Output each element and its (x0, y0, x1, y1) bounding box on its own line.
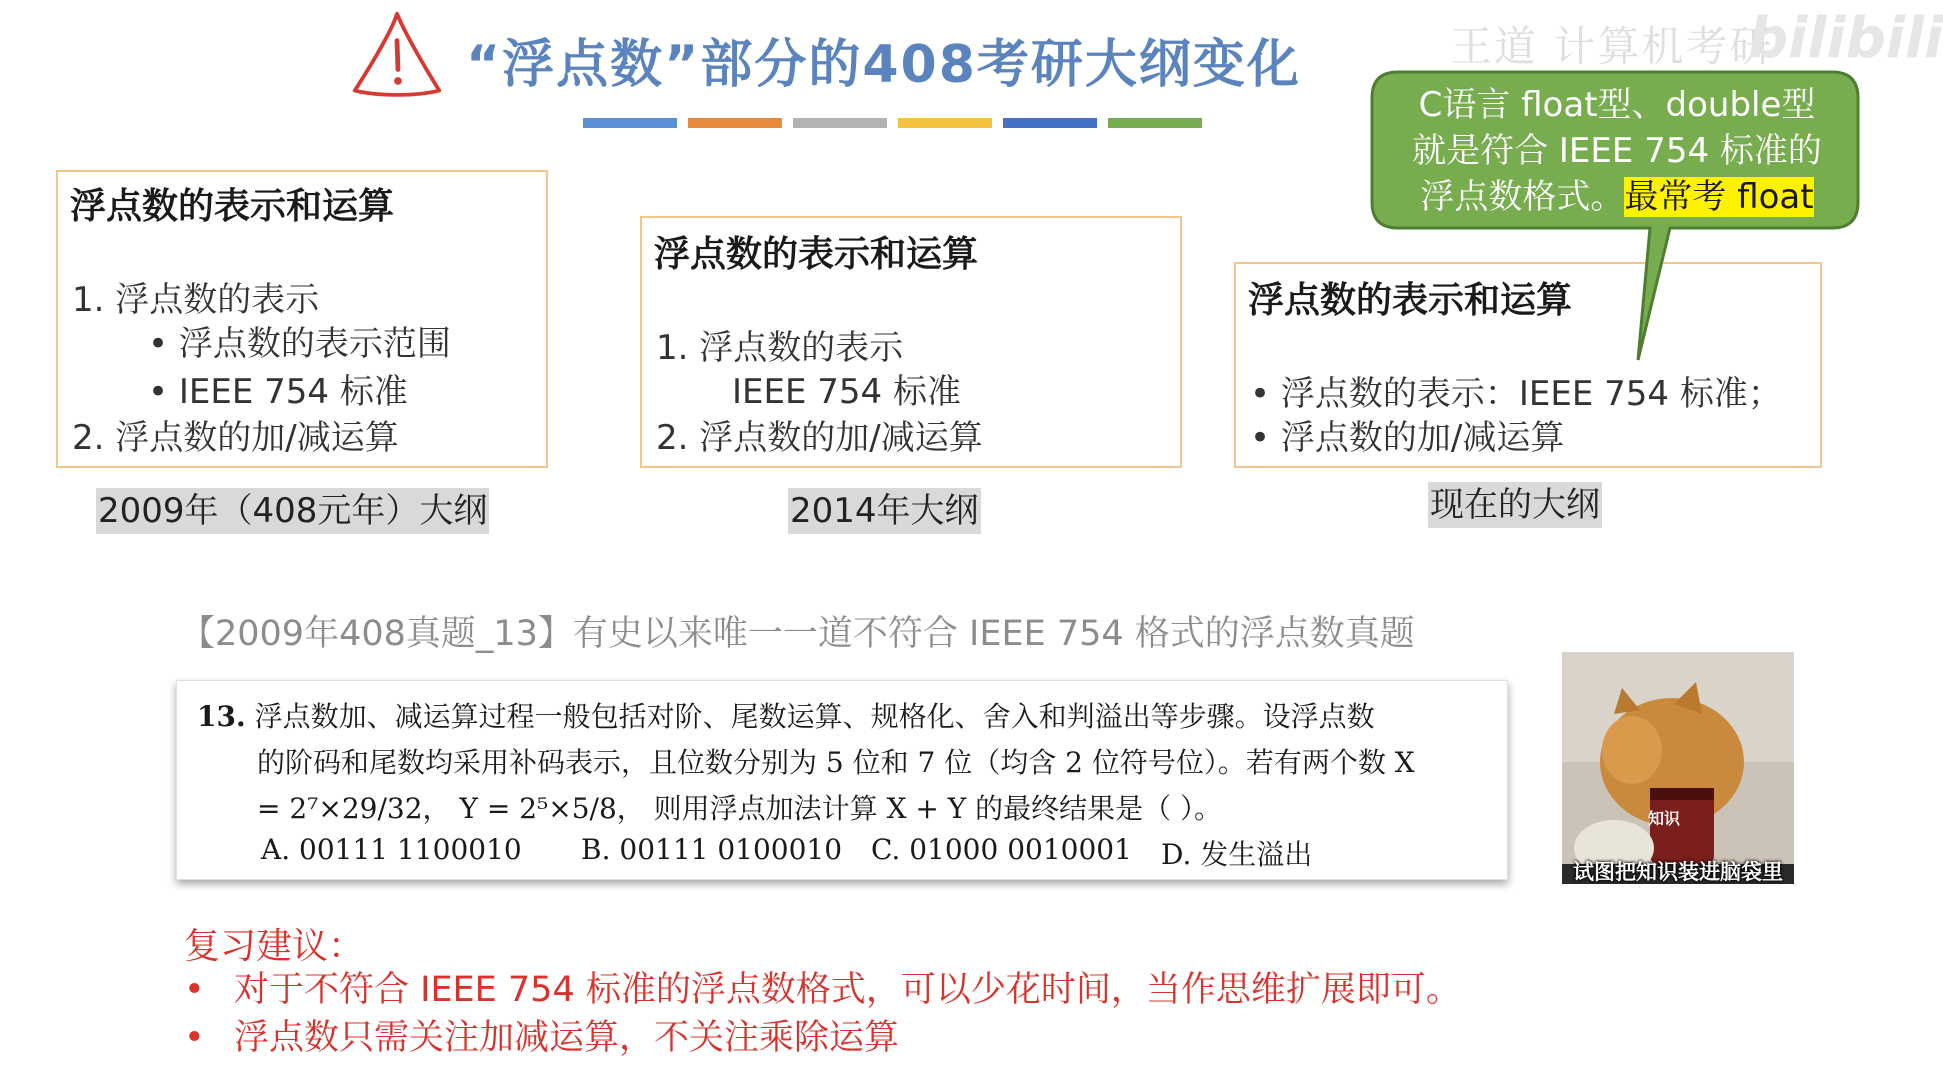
outline-2009-line-1: 1. 浮点数的表示 (72, 280, 320, 320)
page-title: “浮点数”部分的408考研大纲变化 (466, 35, 1301, 95)
callout-line-2: 就是符合 IEEE 754 标准的 (1412, 131, 1822, 171)
meme-caption: 试图把知识装进脑袋里 (1573, 860, 1783, 884)
outline-title-2014: 浮点数的表示和运算 (654, 234, 979, 275)
advice-item-2 (184, 1010, 899, 1060)
outline-2009-line-3: • IEEE 754 标准 (148, 372, 408, 412)
exam-header: 【2009年408真题_13】有史以来唯一一道不符合 IEEE 754 格式的浮点数真题 (180, 614, 1415, 654)
outline-current-line-2: • 浮点数的加/减运算 (1250, 418, 1565, 458)
accent-bar-2 (688, 118, 782, 128)
outline-2014-line-1: 1. 浮点数的表示 (656, 328, 904, 368)
option-a: A. 00111 1100010 (261, 833, 522, 866)
accent-bars (583, 118, 1202, 128)
option-d: D. 发生溢出 (1161, 838, 1313, 871)
bullet-icon: • (184, 1018, 205, 1058)
accent-bar-1 (583, 118, 677, 128)
outline-current-line-1: • 浮点数的表示：IEEE 754 标准； (1250, 374, 1782, 414)
accent-bar-5 (1003, 118, 1097, 128)
callout-line-3-prefix: 浮点数格式。 (1420, 177, 1625, 217)
advice-item-2-text: 浮点数只需关注加减运算，不关注乘除运算 (234, 1018, 900, 1058)
question-text-1: 浮点数加、减运算过程一般包括对阶、尾数运算、规格化、舍入和判溢出等步骤。设浮点数 (254, 700, 1375, 733)
callout-line-3 (1392, 174, 1842, 220)
speech-bubble-text (1392, 82, 1842, 220)
outline-caption-2009: 2009年（408元年）大纲 (96, 488, 489, 534)
callout-highlight: 最常考 float (1624, 177, 1814, 217)
accent-bar-4 (898, 118, 992, 128)
watermark-text: 王道 计算机考研 (1450, 22, 1774, 71)
outline-title-current: 浮点数的表示和运算 (1248, 280, 1573, 321)
outline-2014-line-3: 2. 浮点数的加/减运算 (656, 418, 983, 458)
question-text-2: 的阶码和尾数均采用补码表示，且位数分别为 5 位和 7 位（均含 2 位符号位）。若有两个数 X (257, 746, 1415, 779)
exam-question-card (176, 680, 1508, 880)
question-text-3: = 2⁷×29/32， Y = 2⁵×5/8， 则用浮点加法计算 X + Y 的最终结果是（ ）。 (257, 792, 1223, 825)
advice-item-1-text: 对于不符合 IEEE 754 标准的浮点数格式，可以少花时间，当作思维扩展即可。 (234, 970, 1461, 1010)
outline-caption-2014: 2014年大纲 (788, 488, 981, 534)
bullet-icon: • (184, 970, 205, 1010)
warning-triangle-icon (348, 8, 446, 104)
meme-jar-label: 知识 (1647, 809, 1680, 828)
outline-title-2009: 浮点数的表示和运算 (70, 186, 395, 227)
outline-2014-line-2: IEEE 754 标准 (732, 372, 961, 412)
advice-title: 复习建议： (184, 926, 365, 967)
accent-bar-3 (793, 118, 887, 128)
option-c: C. 01000 0010001 (871, 833, 1132, 866)
bilibili-logo: bilibili (1748, 6, 1943, 71)
option-b: B. 00111 0100010 (581, 833, 843, 866)
callout-line-1: C语言 float型、double型 (1418, 85, 1816, 125)
outline-2009-line-4: 2. 浮点数的加/减运算 (72, 418, 399, 458)
accent-bar-6 (1108, 118, 1202, 128)
question-line-1 (197, 695, 1375, 735)
advice-item-1 (184, 962, 1461, 1012)
cat-meme-image (1562, 652, 1794, 884)
outline-2009-line-2: • 浮点数的表示范围 (148, 324, 451, 364)
question-number: 13. (197, 700, 246, 733)
outline-caption-current: 现在的大纲 (1428, 482, 1602, 528)
